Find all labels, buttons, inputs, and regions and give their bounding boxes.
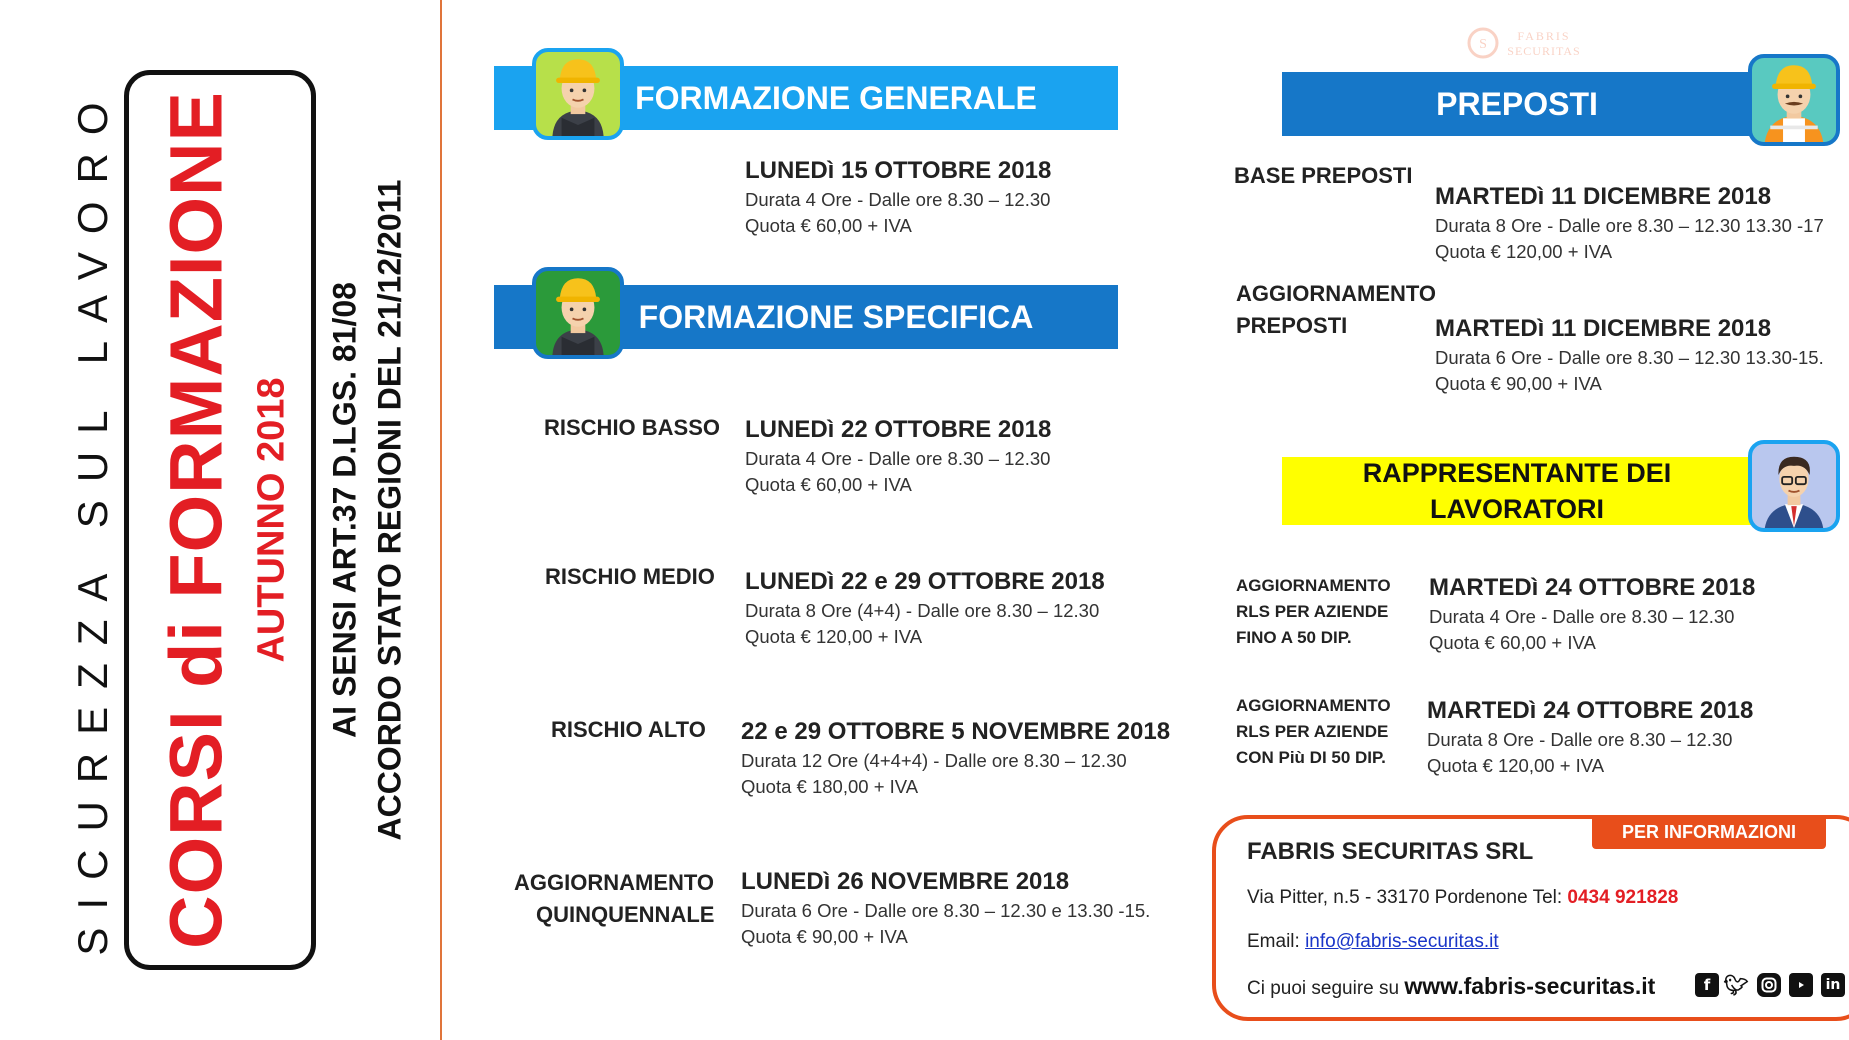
rls-heading-line2: LAVORATORI (1430, 494, 1604, 524)
svg-text:S: S (1479, 37, 1487, 52)
aggiornamento-preposti-price: Quota € 90,00 + IVA (1435, 373, 1602, 394)
rls-heading-line1: RAPPRESENTANTE DEI (1362, 458, 1672, 488)
base-preposti-price: Quota € 120,00 + IVA (1435, 241, 1613, 262)
course-label-base-preposti: BASE PREPOSTI (1234, 163, 1413, 188)
law-reference: AI SENSI ART.37 D.LGS. 81/08 (326, 282, 363, 738)
rls-label-2-line3: CON Più DI 50 DIP. (1236, 748, 1386, 767)
company-name: FABRIS SECURITAS SRL (1247, 838, 1534, 865)
worker-avatar-icon (532, 267, 624, 359)
vertical-divider (440, 0, 442, 1040)
rls-label-2-line2: RLS PER AZIENDE (1236, 722, 1389, 741)
course-label-rischio-medio: RISCHIO MEDIO (545, 564, 715, 589)
aggiornamento-duration: Durata 6 Ore - Dalle ore 8.30 – 12.30 e 13.30 -15. (741, 900, 1151, 921)
generale-price: Quota € 60,00 + IVA (745, 215, 912, 236)
rls-label-2-line1: AGGIORNAMENTO (1236, 696, 1391, 715)
subtitle-sicurezza: SICUREZZA SUL LAVORO (69, 84, 116, 956)
banner-preposti: PREPOSTI (1282, 72, 1752, 136)
course-label-aggiornamento-preposti: AGGIORNAMENTO (1236, 281, 1437, 306)
banner-rls (1282, 457, 1752, 525)
rischio-alto-price: Quota € 180,00 + IVA (741, 776, 919, 797)
follow-line (1247, 973, 1655, 1000)
course-label-preposti: PREPOSTI (1236, 313, 1348, 338)
course-label-quinquennale: QUINQUENNALE (536, 902, 715, 927)
rischio-basso-date: LUNEDì 22 OTTOBRE 2018 (745, 416, 1052, 443)
rls-2-date: MARTEDì 24 OTTOBRE 2018 (1427, 697, 1754, 724)
rls-1-duration: Durata 4 Ore - Dalle ore 8.30 – 12.30 (1429, 606, 1735, 627)
rischio-basso-duration: Durata 4 Ore - Dalle ore 8.30 – 12.30 (745, 448, 1051, 469)
aggiornamento-price: Quota € 90,00 + IVA (741, 926, 908, 947)
svg-text:FABRIS: FABRIS (1517, 29, 1571, 43)
supervisor-avatar-icon (1748, 54, 1840, 146)
banner-formazione-specifica: FORMAZIONE SPECIFICA (494, 285, 1118, 349)
rischio-medio-price: Quota € 120,00 + IVA (745, 626, 923, 647)
email-line (1247, 931, 1499, 953)
watermark-logo (1466, 26, 1596, 60)
generale-duration: Durata 4 Ore - Dalle ore 8.30 – 12.30 (745, 189, 1051, 210)
rischio-medio-duration: Durata 8 Ore (4+4) - Dalle ore 8.30 – 12.30 (745, 600, 1100, 621)
email-label: Email: (1247, 931, 1300, 952)
rls-1-date: MARTEDì 24 OTTOBRE 2018 (1429, 574, 1756, 601)
rischio-basso-price: Quota € 60,00 + IVA (745, 474, 912, 495)
email-link[interactable]: info@fabris-securitas.it (1305, 931, 1499, 952)
banner-formazione-generale: FORMAZIONE GENERALE (494, 66, 1118, 130)
rischio-alto-duration: Durata 12 Ore (4+4+4) - Dalle ore 8.30 – 12.30 (741, 750, 1127, 771)
address-line (1247, 887, 1678, 909)
rls-1-price: Quota € 60,00 + IVA (1429, 632, 1596, 653)
rls-2-price: Quota € 120,00 + IVA (1427, 755, 1605, 776)
course-label-rischio-basso: RISCHIO BASSO (544, 415, 721, 440)
page-title: CORSI di FORMAZIONE (154, 91, 238, 949)
rls-label-1-line3: FINO A 50 DIP. (1236, 628, 1352, 647)
base-preposti-date: MARTEDì 11 DICEMBRE 2018 (1435, 183, 1772, 210)
svg-text:SECURITAS: SECURITAS (1507, 44, 1581, 58)
twitter-icon[interactable]: 🐦︎ (1723, 973, 1749, 997)
course-label-rischio-alto: RISCHIO ALTO (551, 717, 706, 742)
follow-label: Ci puoi seguire su (1247, 978, 1400, 999)
season-label: AUTUNNO 2018 (250, 377, 293, 663)
address: Via Pitter, n.5 - 33170 Pordenone Tel: (1247, 887, 1563, 908)
worker-avatar-icon (532, 48, 624, 140)
aggiornamento-preposti-date: MARTEDì 11 DICEMBRE 2018 (1435, 315, 1772, 342)
website-link[interactable]: www.fabris-securitas.it (1404, 973, 1656, 999)
rls-2-duration: Durata 8 Ore - Dalle ore 8.30 – 12.30 (1427, 729, 1733, 750)
linkedin-icon[interactable]: in (1821, 973, 1845, 997)
phone-number[interactable]: 0434 921828 (1567, 887, 1679, 908)
instagram-icon[interactable] (1757, 973, 1781, 997)
base-preposti-duration: Durata 8 Ore - Dalle ore 8.30 – 12.30 13.30 -17 (1435, 215, 1824, 236)
rls-label-1-line2: RLS PER AZIENDE (1236, 602, 1389, 621)
agreement-reference: ACCORDO STATO REGIONI DEL 21/12/2011 (371, 179, 408, 841)
generale-date: LUNEDì 15 OTTOBRE 2018 (745, 157, 1052, 184)
rischio-medio-date: LUNEDì 22 e 29 OTTOBRE 2018 (745, 568, 1105, 595)
aggiornamento-preposti-duration: Durata 6 Ore - Dalle ore 8.30 – 12.30 13.30-15. (1435, 347, 1824, 368)
youtube-icon[interactable] (1789, 973, 1813, 997)
representative-avatar-icon (1748, 440, 1840, 532)
facebook-icon[interactable]: f (1695, 973, 1719, 997)
info-tag: PER INFORMAZIONI (1592, 815, 1826, 849)
aggiornamento-date: LUNEDì 26 NOVEMBRE 2018 (741, 868, 1070, 895)
course-label-aggiornamento: AGGIORNAMENTO (514, 870, 715, 895)
rischio-alto-date: 22 e 29 OTTOBRE 5 NOVEMBRE 2018 (741, 718, 1171, 745)
rls-label-1-line1: AGGIORNAMENTO (1236, 576, 1391, 595)
